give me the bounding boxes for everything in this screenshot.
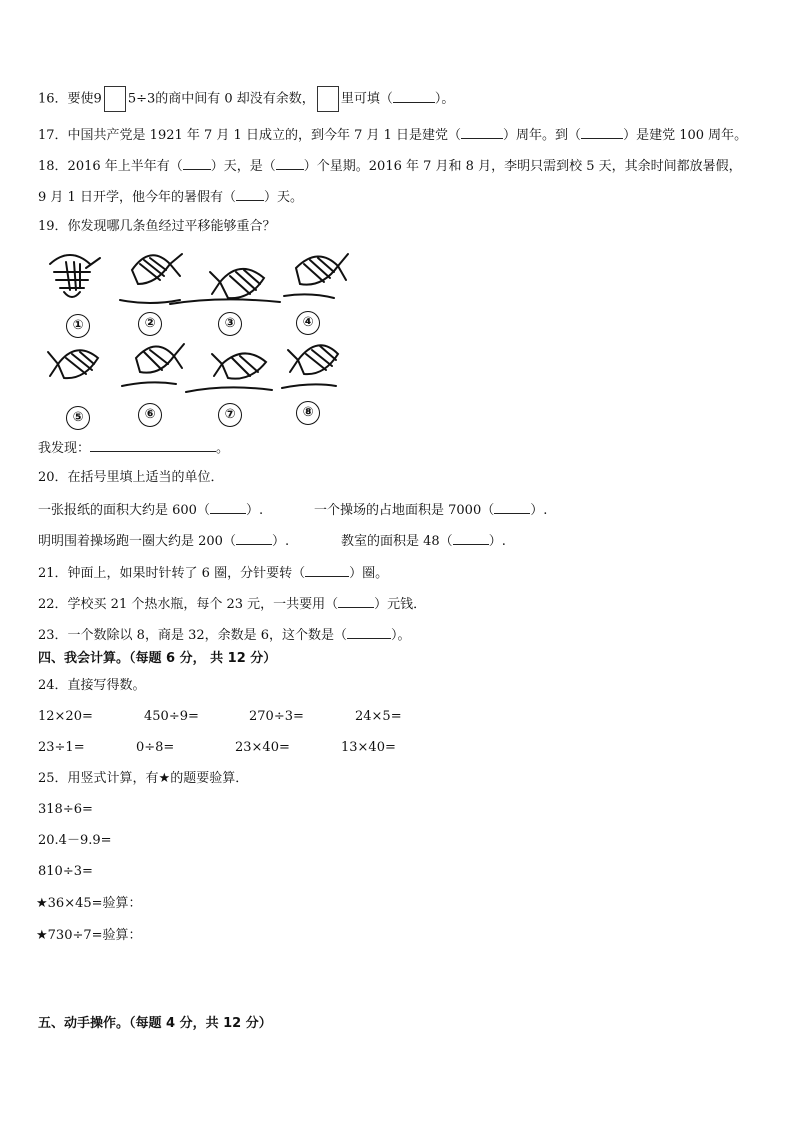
- answer-blank[interactable]: [276, 155, 304, 170]
- q21-a: 21．钟面上，如果时针转了 6 圈，分针要转（: [38, 566, 306, 581]
- q22-b: ）元钱．: [374, 597, 427, 612]
- q16-text-b: 5÷3的商中间有 0 却没有余数，: [127, 91, 315, 107]
- fish-icon: [48, 350, 98, 378]
- question-20-title: 20．在括号里填上适当的单位．: [38, 470, 224, 485]
- q18-text-c: ）个星期。2016 年 7 月和 8 月，李明只需到校 5 天，其余时间都放暑假，: [303, 159, 742, 174]
- q20-row1-left: [38, 499, 263, 521]
- q25-item: 20.4－9.9=: [38, 833, 112, 848]
- q18-line2-a: 9 月 1 日开学，他今年的暑假有（: [38, 190, 236, 205]
- question-24-title: 24．直接写得数。: [38, 678, 146, 693]
- section-4-heading: 四、我会计算。（每题 6 分， 共 12 分）: [38, 651, 277, 666]
- fish-icon: [122, 344, 184, 386]
- q16-text-a: 16．要使9: [38, 91, 102, 107]
- q20-r2a: 明明围着操场跑一圈大约是 200（: [38, 534, 236, 549]
- q20-row2-right: [341, 530, 506, 552]
- star-icon: ★: [36, 896, 48, 911]
- fish-icon: [284, 254, 348, 298]
- digit-box[interactable]: [317, 86, 339, 112]
- fish-icon: [186, 353, 272, 392]
- question-16: [38, 86, 454, 112]
- q23-a: 23．一个数除以 8，商是 32，余数是 6，这个数是（: [38, 628, 348, 643]
- q25-item: 318÷6=: [38, 802, 93, 817]
- fish-label-6: ⑥: [138, 403, 162, 427]
- q16-text-d: ）。: [434, 91, 455, 107]
- answer-blank[interactable]: [305, 562, 349, 577]
- fish-label-8: ⑧: [296, 401, 320, 425]
- question-17: [38, 124, 747, 146]
- answer-blank[interactable]: [236, 530, 272, 545]
- q25-star-item: [36, 894, 142, 914]
- q17-text-a: 17．中国共产党是 1921 年 7 月 1 日成立的，到今年 7 月 1 日是建党（: [38, 128, 462, 143]
- q25-star-text: 36×45=验算：: [47, 896, 142, 911]
- star-icon: ★: [36, 928, 48, 943]
- q20-r2d: ）.: [488, 534, 506, 549]
- q25-star-item: [36, 926, 142, 946]
- q20-r1d: ）.: [530, 503, 548, 518]
- answer-blank[interactable]: [453, 530, 489, 545]
- q25-star-text: 730÷7=验算：: [47, 928, 142, 943]
- q20-row2-left: [38, 530, 289, 552]
- q24-item: 24×5=: [355, 709, 402, 724]
- question-21: [38, 562, 388, 584]
- question-18: [38, 155, 742, 177]
- question-19-title: 19．你发现哪几条鱼经过平移能够重合？: [38, 219, 276, 234]
- answer-blank[interactable]: [90, 437, 216, 452]
- answer-blank[interactable]: [581, 124, 623, 139]
- question-22: [38, 593, 426, 615]
- answer-blank[interactable]: [461, 124, 503, 139]
- q16-text-c: 里可填（: [340, 91, 393, 107]
- answer-blank[interactable]: [338, 593, 374, 608]
- answer-blank[interactable]: [494, 499, 530, 514]
- fish-label-2: ②: [138, 312, 162, 336]
- fish-label-5: ⑤: [66, 406, 90, 430]
- q24-item: 12×20=: [38, 709, 93, 724]
- answer-blank[interactable]: [210, 499, 246, 514]
- q20-r1b: ）.: [245, 503, 264, 518]
- fish-icon: [120, 254, 182, 303]
- question-23: [38, 624, 411, 646]
- fish-icon: [282, 345, 338, 388]
- q25-title-b: 的题要验算．: [170, 771, 249, 786]
- q20-r1a: 一张报纸的面积大约是 600（: [38, 503, 210, 518]
- digit-box[interactable]: [104, 86, 126, 112]
- question-25-title: [38, 769, 248, 789]
- q24-item: 270÷3=: [249, 709, 304, 724]
- fish-label-3: ③: [218, 312, 242, 336]
- star-icon: ★: [158, 771, 171, 786]
- q24-item: 23÷1=: [38, 740, 85, 755]
- q23-b: ）。: [391, 628, 411, 643]
- q17-text-c: ）是建党 100 周年。: [623, 128, 748, 143]
- q20-row1-right: [314, 499, 547, 521]
- q20-r1c: 一个操场的占地面积是 7000（: [314, 503, 495, 518]
- answer-blank[interactable]: [183, 155, 211, 170]
- q17-text-b: ）周年。到（: [503, 128, 582, 143]
- answer-blank[interactable]: [393, 88, 435, 103]
- q22-a: 22．学校买 21 个热水瓶，每个 23 元，一共要用（: [38, 597, 339, 612]
- q21-b: ）圈。: [349, 566, 389, 581]
- fish-label-7: ⑦: [218, 403, 242, 427]
- fish-label-4: ④: [296, 311, 320, 335]
- q20-r2b: ）.: [271, 534, 290, 549]
- q18-text-a: 18．2016 年上半年有（: [38, 159, 183, 174]
- q19-answer: [38, 437, 229, 459]
- q19-answer-label: 我发现：: [38, 441, 91, 456]
- q24-item: 13×40=: [341, 740, 396, 755]
- q18-line2-b: ）天。: [263, 190, 303, 205]
- answer-blank[interactable]: [347, 624, 391, 639]
- fish-icon: [50, 255, 100, 297]
- section-5-heading: 五、动手操作。（每题 4 分，共 12 分）: [38, 1016, 272, 1031]
- q25-title-a: 25．用竖式计算，有: [38, 771, 159, 786]
- q20-r2c: 教室的面积是 48（: [341, 534, 453, 549]
- q19-answer-end: 。: [216, 441, 230, 456]
- q24-item: 450÷9=: [144, 709, 199, 724]
- q24-item: 0÷8=: [136, 740, 175, 755]
- q24-item: 23×40=: [235, 740, 290, 755]
- q18-text-b: ）天，是（: [210, 159, 276, 174]
- question-18-line2: [38, 186, 303, 208]
- q25-item: 810÷3=: [38, 864, 93, 879]
- fish-label-1: ①: [66, 314, 90, 338]
- answer-blank[interactable]: [236, 186, 264, 201]
- fish-icon: [170, 269, 280, 304]
